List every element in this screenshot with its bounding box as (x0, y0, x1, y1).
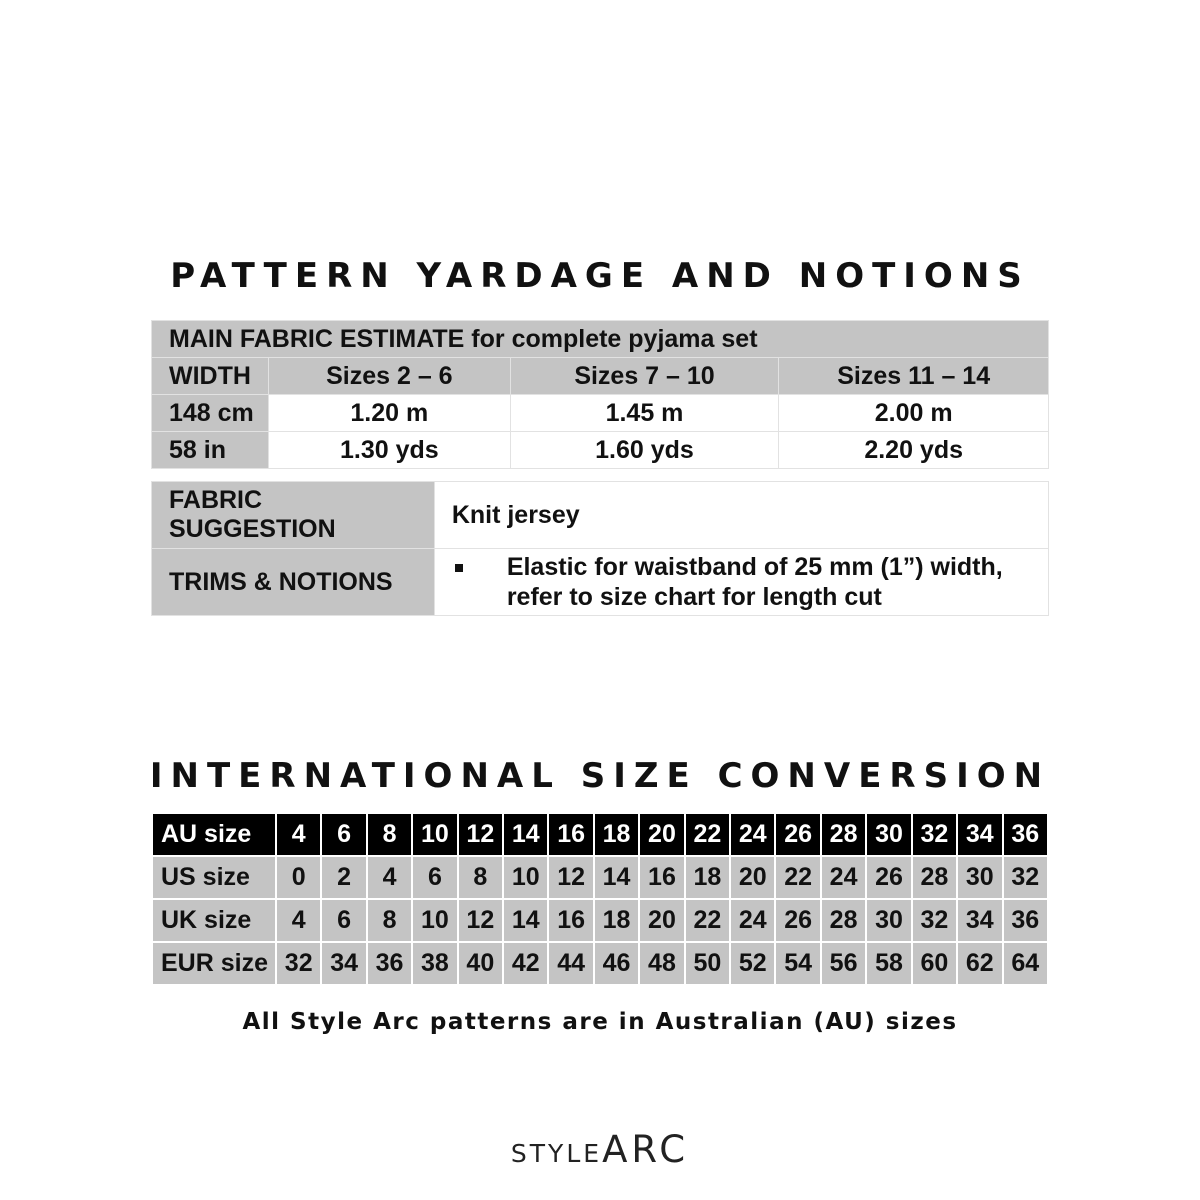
yardage-cell: 2.20 yds (779, 432, 1049, 469)
size-cell: 0 (276, 856, 321, 899)
size-cell: 14 (503, 813, 548, 856)
size-row-eur (152, 942, 1048, 985)
size-cell: 16 (548, 813, 593, 856)
size-cell: 54 (775, 942, 820, 985)
main-fabric-table (151, 320, 1049, 469)
size-cell: 40 (458, 942, 503, 985)
size-cell: 10 (412, 899, 457, 942)
size-cell: 30 (957, 856, 1002, 899)
size-cell: 4 (276, 813, 321, 856)
main-fabric-header-row (152, 358, 1049, 395)
size-cell: 56 (821, 942, 866, 985)
size-cell: 24 (821, 856, 866, 899)
size-row-au (152, 813, 1048, 856)
size-cell: 20 (730, 856, 775, 899)
size-cell: 2 (321, 856, 366, 899)
size-cell: 6 (321, 899, 366, 942)
au-sizes-note: All Style Arc patterns are in Australian (AU) sizes (242, 1009, 958, 1035)
fabric-suggestion-value: Knit jersey (434, 482, 1048, 549)
size-cell: 22 (685, 899, 730, 942)
fabric-row-58in (152, 432, 1049, 469)
size-cell: 32 (912, 813, 957, 856)
size-cell: 26 (775, 899, 820, 942)
size-cell: 32 (1003, 856, 1049, 899)
trims-row (152, 549, 1049, 616)
size-cell: 58 (866, 942, 911, 985)
fabric-suggestion-label-line2: SUGGESTION (169, 515, 336, 543)
size-cell: 20 (639, 813, 684, 856)
size-cell: 22 (685, 813, 730, 856)
trims-value (434, 549, 1048, 616)
yardage-cell: 2.00 m (779, 395, 1049, 432)
size-cell: 36 (367, 942, 412, 985)
fabric-suggestion-row (152, 482, 1049, 549)
width-header: WIDTH (152, 358, 269, 395)
size-cell: 6 (412, 856, 457, 899)
size-row-label: AU size (152, 813, 276, 856)
size-cell: 24 (730, 899, 775, 942)
size-conversion-table (151, 812, 1049, 986)
size-cell: 22 (775, 856, 820, 899)
size-cell: 36 (1003, 813, 1049, 856)
style-arc-logo (0, 1128, 1200, 1171)
size-cell: 10 (412, 813, 457, 856)
yardage-cell: 1.60 yds (510, 432, 779, 469)
size-cell: 12 (548, 856, 593, 899)
size-cell: 48 (639, 942, 684, 985)
size-cell: 12 (458, 813, 503, 856)
size-cell: 16 (548, 899, 593, 942)
size-row-uk (152, 899, 1048, 942)
size-row-label: EUR size (152, 942, 276, 985)
main-fabric-title: MAIN FABRIC ESTIMATE for complete pyjama set (152, 321, 1049, 358)
yardage-cell: 1.30 yds (268, 432, 510, 469)
size-cell: 8 (458, 856, 503, 899)
size-cell: 36 (1003, 899, 1049, 942)
size-cell: 28 (821, 813, 866, 856)
size-cell: 38 (412, 942, 457, 985)
width-cell: 148 cm (152, 395, 269, 432)
size-cell: 12 (458, 899, 503, 942)
size-cell: 44 (548, 942, 593, 985)
logo-style-text: STYLE (510, 1139, 603, 1168)
conversion-heading: INTERNATIONAL SIZE CONVERSION (149, 756, 1051, 796)
size-cell: 4 (367, 856, 412, 899)
size-row-label: US size (152, 856, 276, 899)
size-row-label: UK size (152, 899, 276, 942)
size-cell: 28 (821, 899, 866, 942)
trims-line-1: Elastic for waistband of 25 mm (1”) width, (506, 553, 1003, 581)
trims-line-2: refer to size chart for length cut (506, 583, 882, 611)
size-cell: 42 (503, 942, 548, 985)
size-cell: 34 (321, 942, 366, 985)
main-fabric-title-row (152, 321, 1049, 358)
size-cell: 28 (912, 856, 957, 899)
size-cell: 34 (957, 899, 1002, 942)
size-cell: 18 (594, 899, 639, 942)
size-cell: 26 (866, 856, 911, 899)
size-cell: 18 (594, 813, 639, 856)
notions-table (151, 481, 1049, 616)
size-cell: 30 (866, 813, 911, 856)
size-cell: 46 (594, 942, 639, 985)
width-cell: 58 in (152, 432, 269, 469)
size-cell: 14 (503, 899, 548, 942)
trims-label: TRIMS & NOTIONS (152, 549, 435, 616)
fabric-suggestion-label (152, 482, 435, 549)
size-cell: 62 (957, 942, 1002, 985)
logo-arc-text: ARC (602, 1128, 690, 1171)
fabric-suggestion-label-line1: FABRIC (169, 486, 263, 514)
size-cell: 52 (730, 942, 775, 985)
size-cell: 16 (639, 856, 684, 899)
size-cell: 8 (367, 813, 412, 856)
size-cell: 4 (276, 899, 321, 942)
size-cell: 32 (912, 899, 957, 942)
bullet-icon (455, 564, 463, 572)
size-cell: 32 (276, 942, 321, 985)
size-cell: 50 (685, 942, 730, 985)
fabric-row-148cm (152, 395, 1049, 432)
yardage-cell: 1.20 m (268, 395, 510, 432)
yardage-cell: 1.45 m (510, 395, 779, 432)
sizes-7-10-header: Sizes 7 – 10 (510, 358, 779, 395)
yardage-heading: PATTERN YARDAGE AND NOTIONS (170, 256, 1030, 296)
sizes-11-14-header: Sizes 11 – 14 (779, 358, 1049, 395)
size-cell: 20 (639, 899, 684, 942)
size-cell: 24 (730, 813, 775, 856)
size-cell: 60 (912, 942, 957, 985)
size-cell: 34 (957, 813, 1002, 856)
size-row-us (152, 856, 1048, 899)
size-cell: 6 (321, 813, 366, 856)
size-cell: 14 (594, 856, 639, 899)
size-cell: 30 (866, 899, 911, 942)
size-cell: 10 (503, 856, 548, 899)
size-cell: 26 (775, 813, 820, 856)
size-cell: 8 (367, 899, 412, 942)
size-cell: 18 (685, 856, 730, 899)
size-cell: 64 (1003, 942, 1049, 985)
sizes-2-6-header: Sizes 2 – 6 (268, 358, 510, 395)
